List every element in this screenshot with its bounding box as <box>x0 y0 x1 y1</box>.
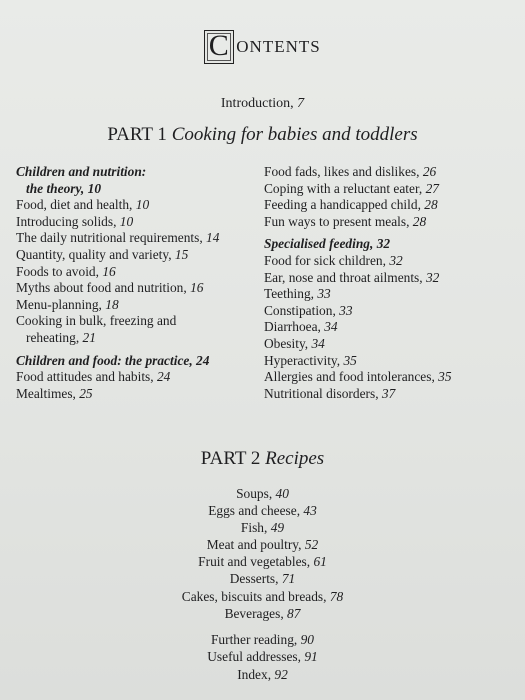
section-heading <box>16 164 261 181</box>
entry-title: Foods to avoid, <box>16 263 103 279</box>
contents-entry <box>264 253 524 270</box>
contents-entry <box>16 330 261 347</box>
contents-entry <box>264 197 524 214</box>
contents-entry <box>0 605 525 622</box>
entry-page-number: 91 <box>304 649 318 665</box>
entry-page-number: 78 <box>329 588 344 604</box>
entry-title: Children and food: the practice, <box>16 352 197 368</box>
contents-title-rest: ontents <box>236 32 321 58</box>
contents-entry <box>16 247 261 264</box>
entry-title: Useful addresses, <box>207 649 305 665</box>
entry-title: Desserts, <box>229 571 282 587</box>
entry-title: Meat and poultry, <box>206 537 305 553</box>
contents-entry <box>0 570 525 587</box>
part2-label: PART 2 <box>200 448 266 469</box>
entry-title: Cooking in bulk, freezing and <box>16 313 177 329</box>
contents-entry <box>0 648 525 665</box>
part2-subtitle: Recipes <box>265 448 325 469</box>
introduction-page: 7 <box>297 96 305 111</box>
entry-page-number: 34 <box>324 319 338 335</box>
contents-entry <box>16 369 261 386</box>
entry-title: Further reading, <box>210 632 301 647</box>
entry-page-number: 33 <box>339 302 353 318</box>
entry-page-number: 92 <box>274 666 288 682</box>
contents-entry <box>16 313 261 330</box>
entry-page-number: 24 <box>156 369 171 385</box>
entry-page-number: 28 <box>424 197 438 213</box>
contents-title-initial: C <box>204 30 234 64</box>
entry-page-number: 49 <box>270 520 285 536</box>
entry-title: reheating, <box>26 329 83 345</box>
entry-page-number: 26 <box>422 164 437 179</box>
entry-title: Teething, <box>264 286 318 302</box>
contents-entry <box>16 297 261 314</box>
entry-page-number: 21 <box>82 329 96 345</box>
introduction-entry <box>0 96 525 112</box>
entry-title: Children and nutrition: <box>16 164 147 179</box>
contents-entry <box>264 303 524 320</box>
entry-title: Menu-planning, <box>16 296 106 312</box>
entry-title: The daily nutritional requirements, <box>16 230 207 246</box>
entry-page-number: 90 <box>300 632 314 647</box>
contents-entry <box>264 386 524 403</box>
section-heading <box>264 236 524 253</box>
entry-title: Food attitudes and habits, <box>16 369 157 385</box>
entry-title: Coping with a reluctant eater, <box>264 180 426 196</box>
contents-entry <box>264 181 524 198</box>
entry-page-number: 71 <box>281 571 296 587</box>
entry-title: Food fads, likes and dislikes, <box>264 164 423 179</box>
contents-title <box>0 30 525 64</box>
part2-heading <box>0 448 525 470</box>
entry-title: Allergies and food intolerances, <box>264 369 439 385</box>
entry-page-number: 52 <box>304 537 319 553</box>
entry-page-number: 33 <box>317 286 331 302</box>
entry-page-number: 25 <box>79 385 93 401</box>
contents-entry <box>0 519 525 536</box>
entry-title: Hyperactivity, <box>264 352 344 368</box>
entry-title: Mealtimes, <box>16 385 80 401</box>
entry-page-number: 14 <box>206 230 220 246</box>
contents-entry <box>0 588 525 605</box>
contents-entry <box>16 214 261 231</box>
entry-page-number: 32 <box>389 252 403 268</box>
entry-page-number: 16 <box>102 263 116 279</box>
entry-page-number: 37 <box>381 385 396 401</box>
entry-title: Obesity, <box>264 335 312 351</box>
entry-page-number: 27 <box>425 180 439 196</box>
entry-title: Specialised feeding, <box>264 236 377 252</box>
entry-title: Soups, <box>236 486 276 501</box>
entry-title: Beverages, <box>224 605 288 621</box>
entry-page-number: 35 <box>343 352 357 368</box>
entry-title: Eggs and cheese, <box>208 503 304 519</box>
entry-title: Quantity, quality and variety, <box>16 246 175 262</box>
contents-entry <box>0 536 525 553</box>
entry-page-number: 10 <box>135 197 150 213</box>
contents-entry <box>264 286 524 303</box>
entry-page-number: 18 <box>105 296 119 312</box>
entry-title: Constipation, <box>264 302 340 318</box>
entry-title: Nutritional disorders, <box>264 385 382 401</box>
section-heading <box>16 353 261 370</box>
contents-entry <box>0 485 525 502</box>
contents-entry <box>16 280 261 297</box>
entry-page-number: 40 <box>275 486 289 501</box>
contents-entry <box>264 319 524 336</box>
entry-title: Food, diet and health, <box>16 197 136 213</box>
part1-subtitle: Cooking for babies and toddlers <box>171 124 418 145</box>
entry-title: Fish, <box>240 520 271 536</box>
part1-right-column <box>264 164 524 402</box>
entry-title: Index, <box>237 666 275 682</box>
entry-page-number: 61 <box>313 554 327 570</box>
contents-entry <box>264 336 524 353</box>
contents-entry <box>16 386 261 403</box>
entry-title: Food for sick children, <box>264 252 390 268</box>
entry-title: Diarrhoea, <box>264 319 325 335</box>
contents-entry <box>264 270 524 287</box>
introduction-label: Introduction, <box>220 96 298 111</box>
entry-page-number: 32 <box>376 236 391 252</box>
contents-entry <box>264 214 524 231</box>
entry-page-number: 35 <box>438 369 452 385</box>
contents-entry <box>264 353 524 370</box>
part1-left-column <box>16 164 261 402</box>
entry-title: Ear, nose and throat ailments, <box>264 269 426 285</box>
contents-entry <box>264 164 524 181</box>
contents-entry <box>264 369 524 386</box>
entry-title: Fun ways to present meals, <box>264 213 413 229</box>
contents-entry <box>0 666 525 683</box>
entry-title: Cakes, biscuits and breads, <box>181 588 330 604</box>
contents-entry <box>0 502 525 519</box>
entry-page-number: 34 <box>311 335 325 351</box>
part1-heading <box>0 124 525 146</box>
contents-entry <box>16 197 261 214</box>
entry-title: Feeding a handicapped child, <box>264 197 425 213</box>
entry-page-number: 16 <box>190 280 204 296</box>
entry-page-number: 15 <box>174 246 189 262</box>
entry-title: Myths about food and nutrition, <box>16 280 191 296</box>
section-heading <box>16 181 261 198</box>
contents-entry <box>16 230 261 247</box>
entry-page-number: 24 <box>196 352 210 368</box>
part1-label: PART 1 <box>107 124 172 145</box>
entry-page-number: 28 <box>412 213 427 229</box>
entry-page-number: 87 <box>287 605 301 621</box>
back-matter-list <box>0 631 525 683</box>
part2-recipe-list <box>0 485 525 622</box>
entry-title: Introducing solids, <box>16 213 120 229</box>
contents-entry <box>0 553 525 570</box>
contents-entry <box>16 264 261 281</box>
entry-page-number: 43 <box>303 503 317 519</box>
entry-page-number: 10 <box>119 213 134 229</box>
entry-page-number: 32 <box>425 269 440 285</box>
entry-title: the theory, <box>26 180 88 196</box>
entry-page-number: 10 <box>87 180 102 196</box>
contents-entry <box>0 631 525 648</box>
entry-title: Fruit and vegetables, <box>198 554 314 570</box>
